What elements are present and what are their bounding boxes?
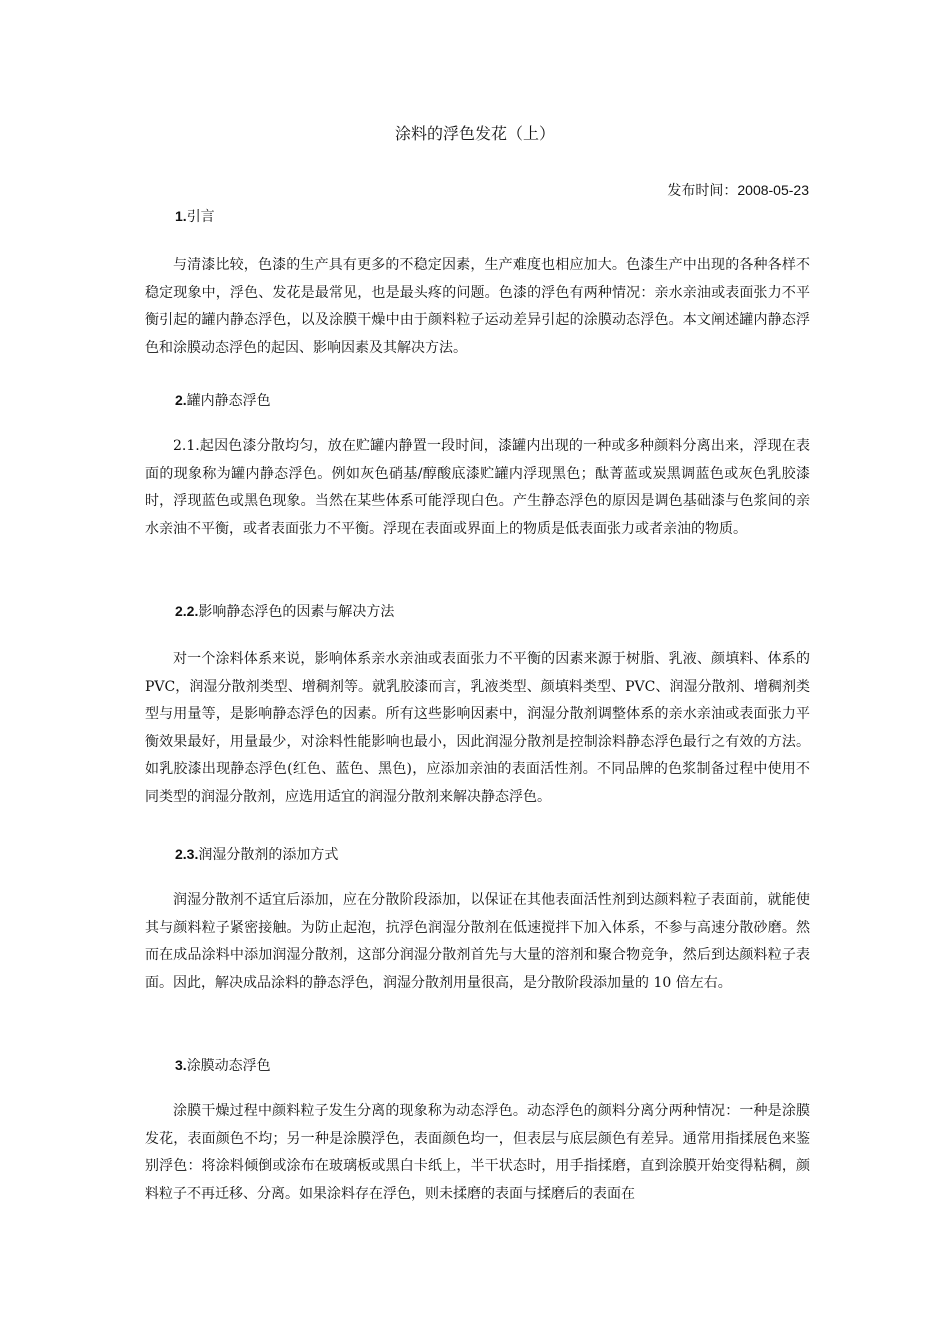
paragraph-dynamic-floating: 涂膜干燥过程中颜料粒子发生分离的现象称为动态浮色。动态浮色的颜料分离分两种情况：一种是涂膜发花，表面颜色不均；另一种是涂膜浮色，表面颜色均一，但表层与底层颜色有差异。通常用指揉展色来鉴别浮色：将涂料倾倒或涂布在玻璃板或黑白卡纸上，半干状态时，用手指揉磨，直到涂膜开始变得粘稠，颜料粒子不再迁移、分离。如果涂料存在浮色，则未揉磨的表面与揉磨后的表面在	[145, 1103, 810, 1202]
paragraph-dispersant-addition: 润湿分散剂不适宜后添加，应在分散阶段添加，以保证在其他表面活性剂到达颜料粒子表面前，就能使其与颜料粒子紧密接触。为防止起泡，抗浮色润湿分散剂在低速搅拌下加入体系，不参与高速分散砂磨。然而在成品涂料中添加润湿分散剂，这部分润湿分散剂首先与大量的溶剂和聚合物竞争，然后到达颜料粒子表面。因此，解决成品涂料的静态浮色，润湿分散剂用量很高，是分散阶段添加量的 10 倍左右。	[145, 892, 810, 991]
section-heading-dynamic-floating	[175, 1055, 271, 1076]
section-title: 润湿分散剂的添加方式	[198, 847, 339, 863]
section-title: 涂膜动态浮色	[186, 1058, 271, 1074]
section-heading-introduction	[175, 206, 215, 227]
section-title: 罐内静态浮色	[186, 393, 271, 409]
publish-date-label: 发布时间：	[667, 183, 738, 199]
publish-date-value: 2008-05-23	[737, 182, 809, 198]
publish-date	[667, 180, 809, 201]
section-number: 2.3.	[175, 846, 199, 862]
section-heading-dispersant-addition	[175, 844, 338, 865]
section-heading-static-floating	[175, 390, 271, 411]
paragraph-static-cause: 2.1.起因色漆分散均匀，放在贮罐内静置一段时间，漆罐内出现的一种或多种颜料分离出来，浮现在表面的现象称为罐内静态浮色。例如灰色硝基/醇酸底漆贮罐内浮现黑色；酞菁蓝或炭黑调蓝色或灰色乳胶漆时，浮现蓝色或黑色现象。当然在某些体系可能浮现白色。产生静态浮色的原因是调色基础漆与色浆间的亲水亲油不平衡，或者表面张力不平衡。浮现在表面或界面上的物质是低表面张力或者亲油的物质。	[145, 438, 810, 537]
paragraph-introduction: 与清漆比较，色漆的生产具有更多的不稳定因素，生产难度也相应加大。色漆生产中出现的各种各样不稳定现象中，浮色、发花是最常见，也是最头疼的问题。色漆的浮色有两种情况：亲水亲油或表面张力不平衡引起的罐内静态浮色，以及涂膜干燥中由于颜料粒子运动差异引起的涂膜动态浮色。本文阐述罐内静态浮色和涂膜动态浮色的起因、影响因素及其解决方法。	[145, 257, 810, 356]
paragraph-static-factors: 对一个涂料体系来说，影响体系亲水亲油或表面张力不平衡的因素来源于树脂、乳液、颜填料、体系的 PVC，润湿分散剂类型、增稠剂等。就乳胶漆而言，乳液类型、颜填料类型、PVC、润湿分散剂、增稠剂类型与用量等，是影响静态浮色的因素。所有这些影响因素中，润湿分散剂调整体系的亲水亲油或表面张力平衡效果最好，用量最少，对涂料性能影响也最小，因此润湿分散剂是控制涂料静态浮色最行之有效的方法。如乳胶漆出现静态浮色(红色、蓝色、黑色)，应添加亲油的表面活性剂。不同品牌的色浆制备过程中使用不同类型的润湿分散剂，应选用适宜的润湿分散剂来解决静态浮色。	[145, 651, 810, 805]
section-title: 引言	[186, 209, 215, 225]
document-title: 涂料的浮色发花（上）	[394, 124, 555, 143]
section-number: 3.	[175, 1057, 187, 1073]
section-title: 影响静态浮色的因素与解决方法	[198, 604, 395, 620]
section-number: 2.2.	[175, 603, 199, 619]
section-heading-static-factors	[175, 601, 394, 622]
section-number: 2.	[175, 392, 187, 408]
section-number: 1.	[175, 208, 187, 224]
